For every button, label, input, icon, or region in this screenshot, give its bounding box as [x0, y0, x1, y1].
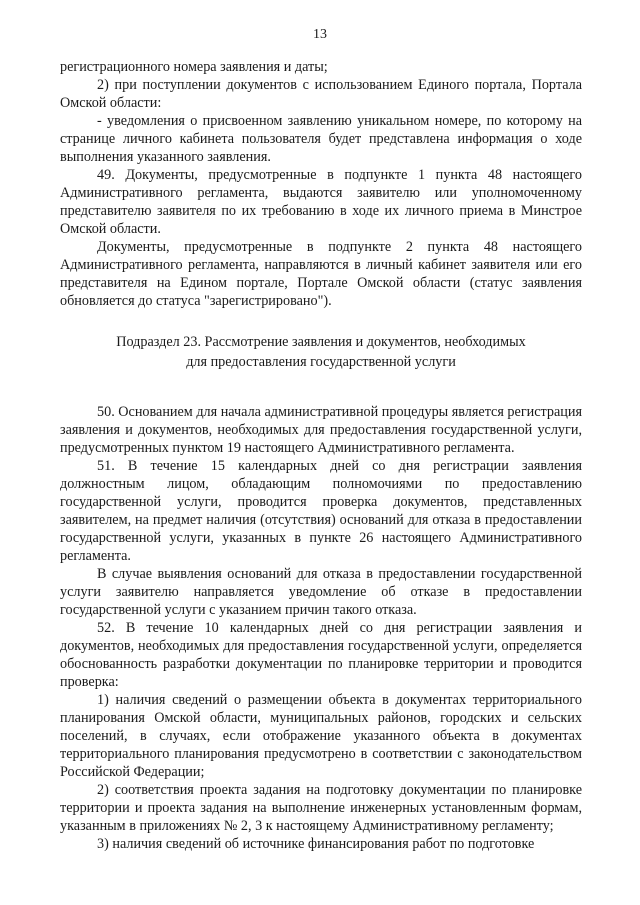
paragraph-notification: - уведомления о присвоенном заявлению уникальном номере, по которому на странице личного кабинета пользователя будет представлена информация о ходе выполнения указанного заявления.	[60, 113, 582, 165]
paragraph-item-2: 2) при поступлении документов с использованием Единого портала, Портала Омской области:	[60, 77, 582, 111]
paragraph-continuation: регистрационного номера заявления и даты;	[60, 59, 328, 75]
paragraph-52: 52. В течение 10 календарных дней со дня регистрации заявления и документов, необходимых для предоставления государственной услуги, определяется обоснованность разработки документации по планировке территории и проводится проверка:	[60, 620, 582, 690]
paragraph-50: 50. Основанием для начала административной процедуры является регистрация заявления и документов, необходимых для предоставления государственной услуги, предусмотренных пунктом 19 настоящего Административного регламента.	[60, 404, 583, 456]
paragraph-52-item-1: 1) наличия сведений о размещении объекта в документах территориального планирования Омской области, муниципальных районов, городских и сельских поселений, в случаях, если отображение указанного объекта в документах территориального планирования предусмотрено в соответствии с законодательством Российской Федерации;	[60, 692, 582, 780]
section-heading	[60, 332, 582, 372]
section-heading-line-2: для предоставления государственной услуги	[186, 354, 456, 370]
paragraph-documents-subpoint-2: Документы, предусмотренные в подпункте 2 пункта 48 настоящего Административного регламента, направляются в личный кабинет заявителя или его представителя на Едином портале, Портале Омской области (статус заявления обновляется до статуса "зарегистрировано").	[60, 239, 582, 309]
paragraph-51: 51. В течение 15 календарных дней со дня регистрации заявления должностным лицом, обладающим полномочиями по предоставлению государственной услуги, проводится проверка документов, представленных заявителем, на предмет наличия (отсутствия) оснований для отказа в предоставлении государственной услуги, указанных в пункте 26 настоящего Административного регламента.	[60, 458, 582, 564]
section-heading-line-1: Подраздел 23. Рассмотрение заявления и документов, необходимых	[116, 334, 526, 350]
paragraph-52-item-3: 3) наличия сведений об источнике финансирования работ по подготовке	[97, 836, 535, 852]
paragraph-52-item-2: 2) соответствия проекта задания на подготовку документации по планировке территории и проекта задания на выполнение инженерных установленным формам, указанным в приложениях № 2, 3 к настоящему Административному регламенту;	[60, 782, 582, 834]
page-number: 13	[313, 27, 327, 42]
page-content	[60, 58, 582, 853]
paragraph-refusal: В случае выявления оснований для отказа в предоставлении государственной услуги заявителю направляется уведомление об отказе в предоставлении государственной услуги с указанием причин такого отказа.	[60, 566, 582, 618]
paragraph-49: 49. Документы, предусмотренные в подпункте 1 пункта 48 настоящего Административного регламента, выдаются заявителю или уполномоченному представителю заявителя по их требованию в ходе их личного приема в Минстрое Омской области.	[60, 167, 582, 237]
